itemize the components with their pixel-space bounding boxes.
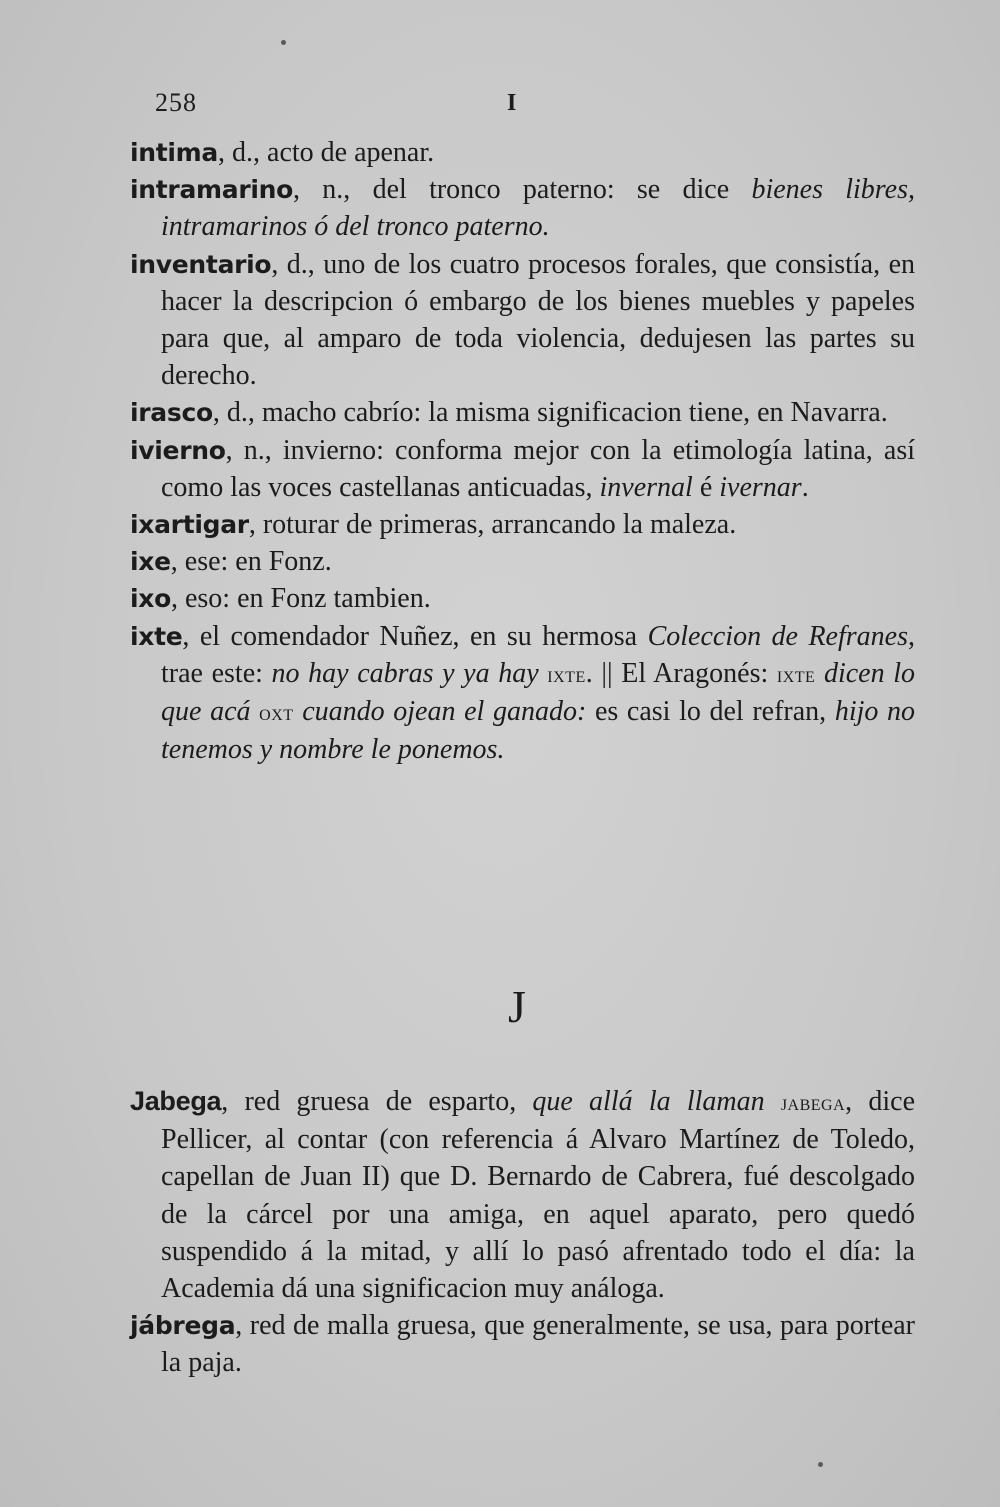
italic-text: hijo no tenemos y nombre le ponemos.: [161, 696, 916, 766]
definition-text: . || El Aragonés:: [585, 657, 777, 689]
dictionary-entry-irasco: [130, 394, 915, 431]
dictionary-entry-jabrega: [130, 1307, 915, 1381]
dictionary-entry-ixartigar: [130, 506, 915, 543]
definition-text: , red gruesa de esparto,: [221, 1086, 533, 1117]
small-caps-text: jabega: [780, 1090, 846, 1115]
italic-text: bienes libres, intramarinos ó del tronco paterno.: [161, 174, 915, 243]
running-head-letter: I: [507, 90, 517, 116]
definition-text: , dice Pellicer, al contar (con referencia á Alvaro Martínez de Toledo, capellan de Juan II) que D. Bernardo de Cabrera, fué descolgado de la cárcel por una amiga, en aquel aparato, pero quedó suspendido á la mitad, y allí lo pasó afrentado todo el día: la Academia dá una significacion muy análoga.: [161, 1086, 916, 1305]
definition-text: es casi lo del refran,: [586, 696, 835, 728]
dictionary-entry-intima: [130, 134, 915, 171]
definition-text: [765, 1086, 781, 1117]
definition-text: , eso: en Fonz tambien.: [170, 583, 431, 615]
definition-text: , n., del tronco paterno: se dice: [293, 174, 752, 206]
italic-text: dicen lo que acá: [161, 657, 916, 728]
dictionary-section-i: [130, 134, 915, 768]
definition-text: , n., invierno: conforma mejor con la etimología latina, así como las voces castellanas anticuadas,: [161, 434, 915, 503]
definition-text: , d., uno de los cuatro procesos forales, que consistía, en hacer la descripcion ó embargo de los bienes muebles y papeles para que, al amparo de toda violencia, dedujesen las partes su derecho.: [161, 248, 915, 392]
italic-text: invernal: [599, 471, 693, 503]
definition-text: , red de malla gruesa, que generalmente, se usa, para portear la paja.: [161, 1310, 915, 1379]
dictionary-entry-jabega: [130, 1083, 915, 1307]
headword: inventario: [130, 249, 272, 279]
headword: jábrega: [130, 1311, 236, 1341]
headword: Jabega: [130, 1086, 222, 1116]
dictionary-section-j: [130, 1083, 915, 1382]
italic-text: Coleccion de Refranes: [647, 620, 908, 652]
dictionary-entry-ivierno: [130, 432, 915, 506]
definition-text: , el comendador Nuñez, en su hermosa: [182, 620, 648, 652]
dictionary-entry-inventario: [130, 246, 915, 395]
italic-text: cuando ojean el ganado:: [302, 696, 587, 728]
definition-text: é: [692, 471, 720, 503]
headword: intima: [130, 138, 219, 167]
italic-text: que allá la llaman: [532, 1086, 765, 1117]
definition-text: , trae este:: [161, 620, 915, 689]
definition-text: [251, 696, 260, 727]
definition-text: , d., macho cabrío: la misma significacion tiene, en Navarra.: [212, 397, 888, 429]
headword: ixte: [130, 621, 183, 651]
running-head: [155, 88, 915, 122]
small-caps-text: ixte: [776, 661, 816, 687]
headword: ixartigar: [130, 510, 249, 540]
definition-text: .: [801, 471, 809, 503]
dictionary-entry-ixte: [130, 618, 915, 769]
definition-text: , ese: en Fonz.: [170, 546, 332, 578]
ink-speck: [281, 40, 286, 45]
headword: ixo: [130, 584, 171, 614]
small-caps-text: ixte: [547, 661, 586, 687]
dictionary-entry-ixe: [130, 543, 915, 580]
definition-text: [815, 658, 824, 689]
headword: ixe: [130, 547, 171, 577]
definition-text: [539, 658, 548, 689]
definition-text: , roturar de primeras, arrancando la maleza.: [248, 509, 737, 541]
ink-speck: [818, 1462, 823, 1467]
section-letter-j: J: [508, 981, 526, 1032]
italic-text: no hay cabras y ya hay: [271, 657, 539, 689]
dictionary-entry-ixo: [130, 580, 915, 617]
dictionary-entry-intramarino: [130, 171, 915, 245]
definition-text: , d., acto de apenar.: [218, 137, 435, 168]
small-caps-text: oxt: [259, 700, 294, 726]
definition-text: [294, 696, 303, 727]
headword: intramarino: [130, 175, 294, 205]
page-number: 258: [155, 88, 197, 117]
italic-text: ivernar: [719, 471, 802, 503]
headword: ivierno: [130, 435, 226, 465]
headword: irasco: [130, 398, 213, 428]
